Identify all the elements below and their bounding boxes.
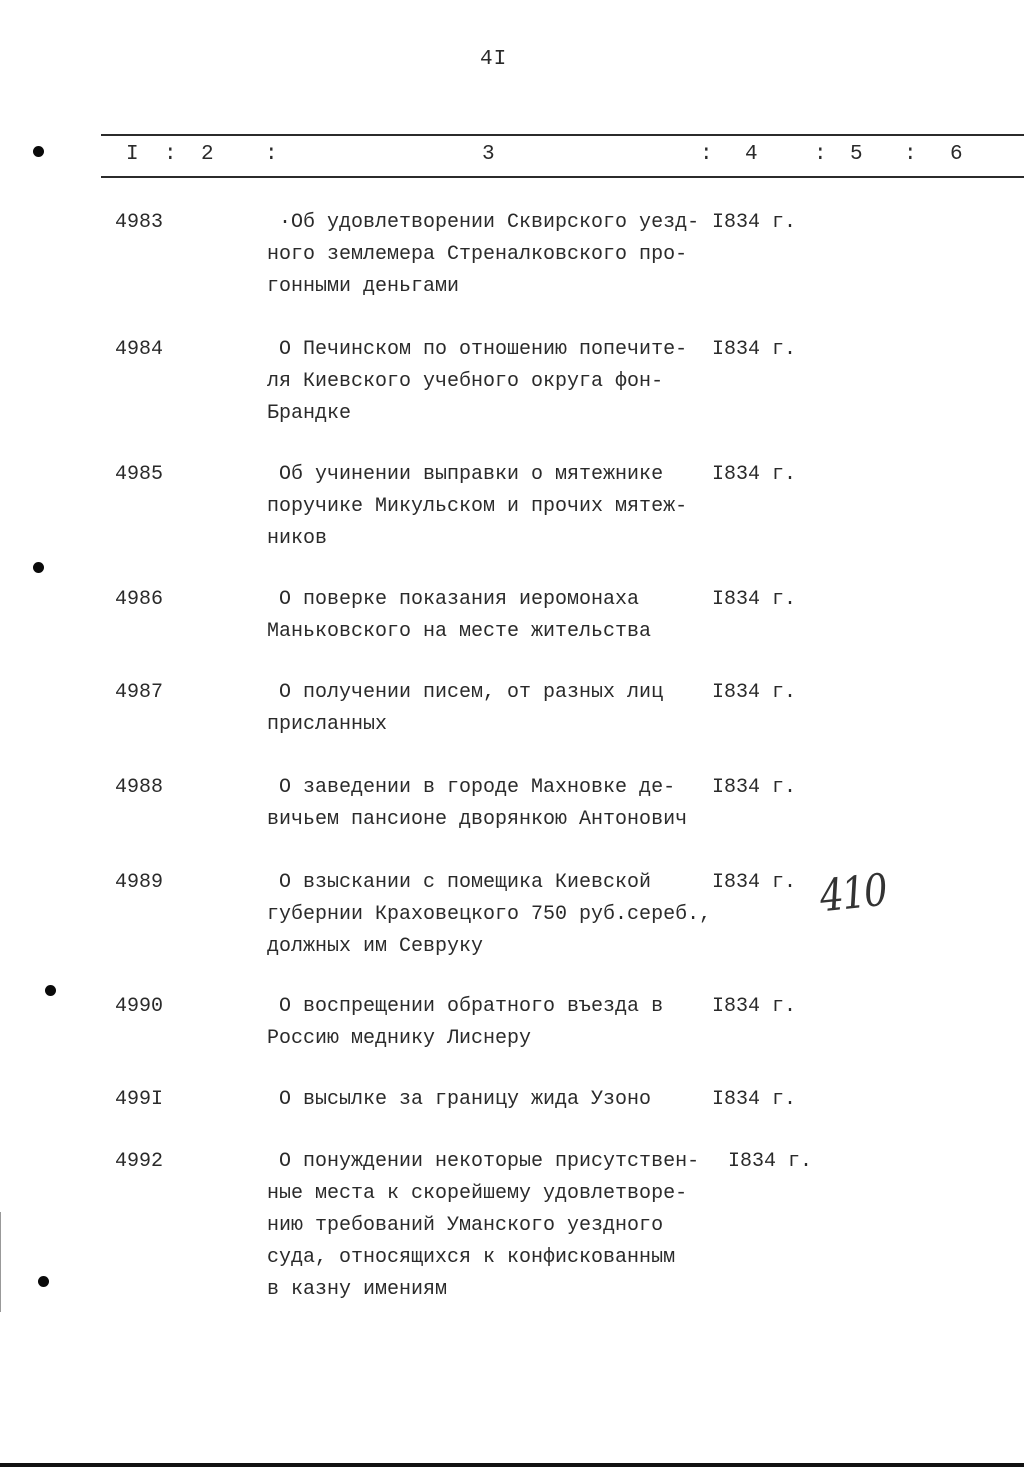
entry-year: I834 г.	[712, 211, 797, 234]
entry-title-line: О взыскании с помещика Киевской	[267, 871, 652, 894]
column-header-3: 3	[482, 143, 495, 166]
entry-number: 499I	[115, 1088, 164, 1111]
punch-hole-mark	[33, 562, 44, 573]
entry-title-line: О заведении в городе Махновке де-	[267, 776, 676, 799]
scan-margin-line	[0, 1212, 1, 1312]
entry-year: I834 г.	[728, 1150, 813, 1173]
entry-number: 4992	[115, 1150, 164, 1173]
entry-title-line: ля Киевского учебного округа фон-	[267, 370, 664, 393]
entry-title	[267, 459, 727, 555]
entry-year: I834 г.	[712, 776, 797, 799]
column-header-row	[0, 143, 1024, 171]
entry-title	[267, 1084, 727, 1116]
entry-title-line: губернии Краховецкого 750 руб.сереб.,	[267, 903, 712, 926]
entry-year: I834 г.	[712, 995, 797, 1018]
entry-title-line: Об учинении выправки о мятежнике	[267, 463, 664, 486]
entry-title-line: ные места к скорейшему удовлетворе-	[267, 1182, 688, 1205]
column-separator: :	[814, 143, 827, 166]
entry-title-line: в казну имениям	[267, 1278, 448, 1301]
entry-number: 4989	[115, 871, 164, 894]
entry-title-line: вичьем пансионе дворянкою Антонович	[267, 808, 688, 831]
entry-title-line: ного землемера Стреналковского про-	[267, 243, 688, 266]
handwritten-folio-number: 410	[817, 864, 889, 923]
entry-title-line: суда, относящихся к конфискованным	[267, 1246, 676, 1269]
entry-number: 4987	[115, 681, 164, 704]
column-header-6: 6	[950, 143, 963, 166]
entry-title-line: О воспрещении обратного въезда в	[267, 995, 664, 1018]
entry-title-line: поручике Микульском и прочих мятеж-	[267, 495, 688, 518]
entry-title-line: Маньковского на месте жительства	[267, 620, 652, 643]
entry-year: I834 г.	[712, 463, 797, 486]
entry-year: I834 г.	[712, 681, 797, 704]
entry-title-line: нию требований Уманского уездного	[267, 1214, 664, 1237]
entry-title-line: должных им Севруку	[267, 935, 484, 958]
column-header-5: 5	[850, 143, 863, 166]
column-header-4: 4	[745, 143, 758, 166]
entry-title-line: О поверке показания иеромонаха	[267, 588, 640, 611]
punch-hole-mark	[38, 1276, 49, 1287]
entry-year: I834 г.	[712, 338, 797, 361]
entry-title-line: О понуждении некоторые присутствен-	[267, 1150, 700, 1173]
column-separator: :	[700, 143, 713, 166]
column-separator: :	[904, 143, 917, 166]
entry-title	[267, 1146, 727, 1306]
entry-title-line: О получении писем, от разных лиц	[267, 681, 664, 704]
entry-title	[267, 677, 727, 741]
page-number: 4I	[480, 48, 508, 71]
entry-year: I834 г.	[712, 1088, 797, 1111]
entry-year: I834 г.	[712, 871, 797, 894]
entry-number: 4988	[115, 776, 164, 799]
scan-bottom-edge	[0, 1463, 1024, 1467]
entry-title	[267, 584, 727, 648]
entry-title	[267, 207, 727, 303]
entry-year: I834 г.	[712, 588, 797, 611]
column-separator: :	[265, 143, 278, 166]
column-header-2: 2	[201, 143, 214, 166]
entry-number: 4990	[115, 995, 164, 1018]
entry-number: 4984	[115, 338, 164, 361]
column-separator: :	[164, 143, 177, 166]
punch-hole-mark	[45, 985, 56, 996]
header-bottom-rule	[101, 176, 1024, 178]
entry-title	[267, 334, 727, 430]
entry-title-line: гонными деньгами	[267, 275, 460, 298]
entry-number: 4985	[115, 463, 164, 486]
entry-title-line: О высылке за границу жида Узоно	[267, 1088, 652, 1111]
entry-title-line: Россию меднику Лиснеру	[267, 1027, 532, 1050]
entry-number: 4983	[115, 211, 164, 234]
entry-title	[267, 772, 727, 836]
entry-title-line: О Печинском по отношению попечите-	[267, 338, 688, 361]
header-top-rule	[101, 134, 1024, 136]
entry-number: 4986	[115, 588, 164, 611]
entry-title	[267, 991, 727, 1055]
entry-title-line: Брандке	[267, 402, 352, 425]
column-header-1: I	[126, 143, 139, 166]
entry-title	[267, 867, 727, 963]
entry-title-line: присланных	[267, 713, 388, 736]
entry-title-line: ников	[267, 527, 328, 550]
entry-title-line: ·Об удовлетворении Сквирского уезд-	[267, 211, 700, 234]
